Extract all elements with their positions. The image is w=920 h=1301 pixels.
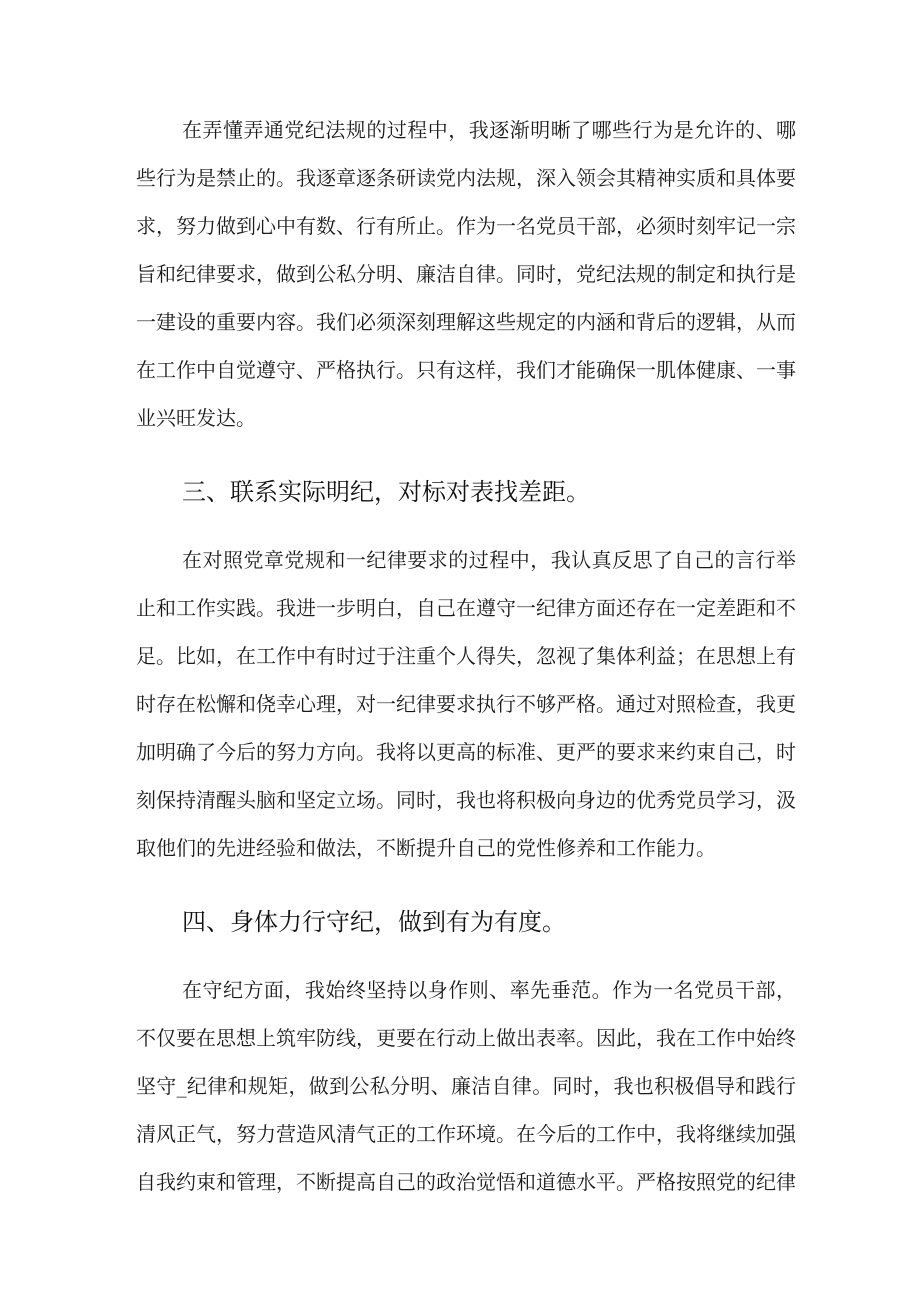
section-heading: 四、身体力行守纪，做到有为有度。: [182, 908, 566, 936]
paragraph-line: 刻保持清醒头脑和坚定立场。同时，我也将积极向身边的优秀党员学习，汲: [136, 788, 796, 812]
paragraph-line: 业兴旺发达。: [136, 406, 256, 430]
paragraph-line: 一建设的重要内容。我们必须深刻理解这些规定的内涵和背后的逻辑，从而: [136, 310, 796, 334]
paragraph-line: 在弄懂弄通党纪法规的过程中，我逐渐明晰了哪些行为是允许的、哪: [182, 118, 796, 142]
paragraph-line: 清风正气，努力营造风清气正的工作环境。在今后的工作中，我将继续加强: [136, 1122, 796, 1146]
paragraph-line: 坚守_纪律和规矩，做到公私分明、廉洁自律。同时，我也积极倡导和践行: [136, 1074, 796, 1098]
paragraph-line: 在对照党章党规和一纪律要求的过程中，我认真反思了自己的言行举: [182, 548, 796, 572]
paragraph-line: 加明确了今后的努力方向。我将以更高的标准、更严的要求来约束自己，时: [136, 740, 796, 764]
paragraph-line: 旨和纪律要求，做到公私分明、廉洁自律。同时，党纪法规的制定和执行是: [136, 262, 796, 286]
paragraph-line: 些行为是禁止的。我逐章逐条研读党内法规，深入领会其精神实质和具体要: [136, 166, 796, 190]
paragraph-line: 自我约束和管理，不断提高自己的政治觉悟和道德水平。严格按照党的纪律: [136, 1170, 796, 1194]
section-heading: 三、联系实际明纪，对标对表找差距。: [182, 478, 590, 506]
paragraph-line: 不仅要在思想上筑牢防线，更要在行动上做出表率。因此，我在工作中始终: [136, 1026, 796, 1050]
paragraph-line: 在工作中自觉遵守、严格执行。只有这样，我们才能确保一肌体健康、一事: [136, 358, 796, 382]
paragraph-line: 足。比如，在工作中有时过于注重个人得失，忽视了集体利益；在思想上有: [136, 644, 796, 668]
paragraph-line: 止和工作实践。我进一步明白，自己在遵守一纪律方面还存在一定差距和不: [136, 596, 796, 620]
paragraph-line: 在守纪方面，我始终坚持以身作则、率先垂范。作为一名党员干部，: [182, 978, 796, 1002]
paragraph-line: 求，努力做到心中有数、行有所止。作为一名党员干部，必须时刻牢记一宗: [136, 214, 796, 238]
paragraph-line: 时存在松懈和侥幸心理，对一纪律要求执行不够严格。通过对照检查，我更: [136, 692, 796, 716]
paragraph-line: 取他们的先进经验和做法，不断提升自己的党性修养和工作能力。: [136, 836, 716, 860]
